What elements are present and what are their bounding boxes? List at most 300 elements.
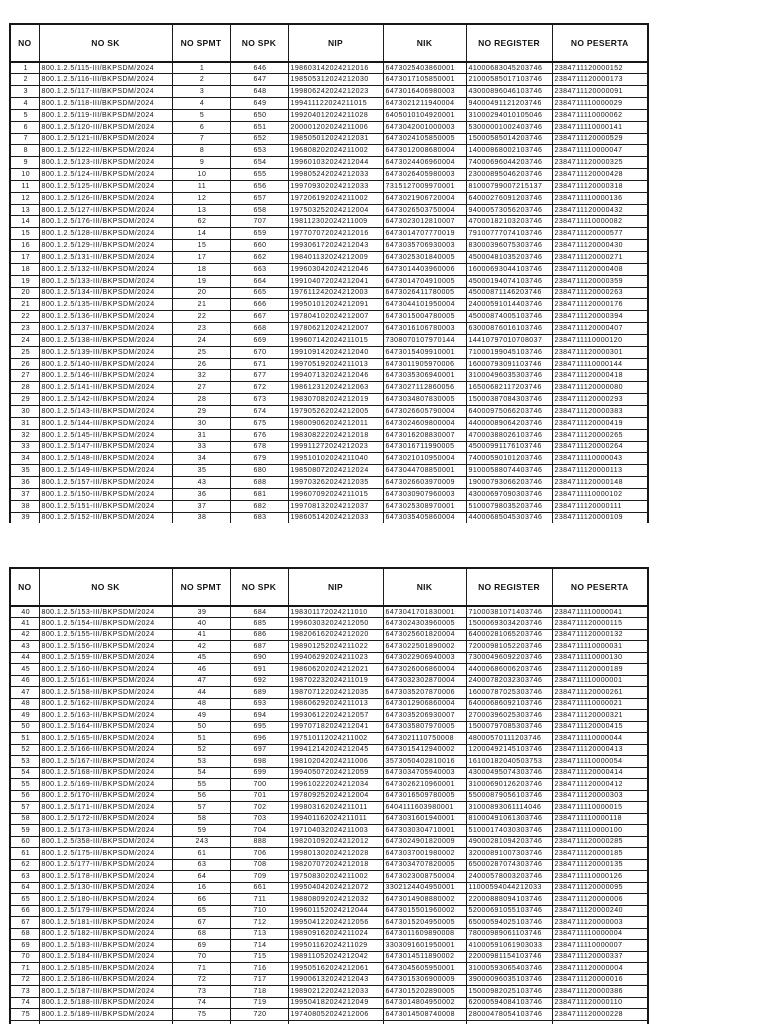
- cell-no-register: 78000989061103746: [466, 928, 552, 940]
- cell-nip: 198112302024211009: [288, 216, 383, 228]
- cell-no-spk: 689: [230, 687, 288, 699]
- cell-no-spk: 662: [230, 252, 288, 264]
- cell-no-register: 49000281094203746: [466, 836, 552, 848]
- cell-no-register: 45000991176103746: [466, 441, 552, 453]
- cell-no-register: 24000591014403746: [466, 299, 552, 311]
- cell-no-spk: 667: [230, 311, 288, 323]
- cell-nik: 6473015204950005: [383, 917, 466, 929]
- cell-no-spmt: 12: [172, 192, 230, 204]
- cell-no-peserta: 2384711110000029: [552, 98, 648, 110]
- table-row: [10, 145, 648, 157]
- cell-no-peserta: 2384711120000148: [552, 477, 648, 489]
- cell-nip: 199705192024211013: [288, 358, 383, 370]
- cell-no: 35: [10, 465, 39, 477]
- cell-nip: 199601152024212044: [288, 905, 383, 917]
- cell-no-spmt: 72: [172, 974, 230, 986]
- cell-nik: 6473024303960005: [383, 618, 466, 630]
- table-row: [10, 86, 648, 98]
- cell-no-spk: 649: [230, 98, 288, 110]
- cell-nik: 6473037001980002: [383, 848, 466, 860]
- cell-no-spmt: 20: [172, 287, 230, 299]
- table-row: [10, 882, 648, 894]
- table-row: [10, 109, 648, 121]
- cell-no-spmt: 66: [172, 894, 230, 906]
- cell-no-register: 24000782032303746: [466, 675, 552, 687]
- cell-no: 75: [10, 1009, 39, 1021]
- cell-no-sk: 800.1.2.5/129-III/BKPSDM/2024: [39, 240, 172, 252]
- cell-no-sk: 800.1.2.5/173-III/BKPSDM/2024: [39, 825, 172, 837]
- column-header-no-spmt: NO SPMT: [172, 568, 230, 606]
- table-row: [10, 382, 648, 394]
- cell-no-sk: 800.1.2.5/177-III/BKPSDM/2024: [39, 859, 172, 871]
- cell-no-register: 47000182103203746: [466, 216, 552, 228]
- cell-no-peserta: 2384711120000003: [552, 917, 648, 929]
- cell-nip: 199204012024211028: [288, 109, 383, 121]
- table-row: [10, 721, 648, 733]
- cell-no-register: 15000982025103746: [466, 986, 552, 998]
- table-row: [10, 894, 648, 906]
- cell-no-register: 47000388026103746: [466, 429, 552, 441]
- cell-no-peserta: 2384711120000301: [552, 346, 648, 358]
- cell-nip: 199401162024211011: [288, 813, 383, 825]
- cell-no-spk: 688: [230, 477, 288, 489]
- cell-no-spmt: 28: [172, 394, 230, 406]
- cell-nip: 197508302024211002: [288, 871, 383, 883]
- cell-empty: [10, 1020, 39, 1024]
- cell-no-peserta: 2384711120000303: [552, 790, 648, 802]
- cell-no-peserta: 2384711120000321: [552, 710, 648, 722]
- cell-no-spk: 665: [230, 287, 288, 299]
- cell-no-sk: 800.1.2.5/189-III/BKPSDM/2024: [39, 1009, 172, 1021]
- column-header-nik: NIK: [383, 24, 466, 62]
- cell-no-register: 15000797085303746: [466, 721, 552, 733]
- cell-nip: 197510112024211002: [288, 733, 383, 745]
- cell-nip: 199406292024211023: [288, 652, 383, 664]
- cell-no-register: 43000495074303746: [466, 767, 552, 779]
- cell-no: 68: [10, 928, 39, 940]
- cell-no-sk: 800.1.2.5/118-III/BKPSDM/2024: [39, 98, 172, 110]
- cell-nik: 6473021110750008: [383, 733, 466, 745]
- cell-no-peserta: 2384711120000415: [552, 721, 648, 733]
- cell-no-peserta: 2384711110000141: [552, 121, 648, 133]
- cell-no-register: 79100777074103746: [466, 228, 552, 240]
- cell-no-register: 27000396025303746: [466, 710, 552, 722]
- table-row: [10, 974, 648, 986]
- cell-no-peserta: 2384711120000359: [552, 275, 648, 287]
- cell-nik: 6473014704910005: [383, 275, 466, 287]
- cell-nip: 198207072024212018: [288, 859, 383, 871]
- cell-nik: 6473044708850001: [383, 465, 466, 477]
- cell-no: 60: [10, 836, 39, 848]
- cell-no-sk: 800.1.2.5/183-III/BKPSDM/2024: [39, 940, 172, 952]
- cell-no-spk: 701: [230, 790, 288, 802]
- cell-no-sk: 800.1.2.5/170-III/BKPSDM/2024: [39, 790, 172, 802]
- cell-no-sk: 800.1.2.5/182-III/BKPSDM/2024: [39, 928, 172, 940]
- cell-no: 58: [10, 813, 39, 825]
- cell-no-peserta: 2384711120000529: [552, 133, 648, 145]
- cell-no-sk: 800.1.2.5/171-III/BKPSDM/2024: [39, 802, 172, 814]
- cell-nik: 6473026603970009: [383, 477, 466, 489]
- cell-nik: 6473034705940003: [383, 767, 466, 779]
- cell-no-register: 24000578003203746: [466, 871, 552, 883]
- cell-no-spmt: 13: [172, 204, 230, 216]
- cell-no-spmt: 55: [172, 779, 230, 791]
- cell-no-spmt: 50: [172, 721, 230, 733]
- cell-no-spmt: 9: [172, 157, 230, 169]
- cell-no: 32: [10, 429, 39, 441]
- column-header-no-spmt: NO SPMT: [172, 24, 230, 62]
- cell-no-sk: 800.1.2.5/150-III/BKPSDM/2024: [39, 488, 172, 500]
- cell-no: 13: [10, 204, 39, 216]
- cell-nip: 199803162024211011: [288, 802, 383, 814]
- cell-nik: 6473015306900009: [383, 974, 466, 986]
- cell-nik: 6473015409910001: [383, 346, 466, 358]
- cell-no-peserta: 2384711120000240: [552, 905, 648, 917]
- cell-no-register: 31000690126203746: [466, 779, 552, 791]
- cell-no-register: 44000089064203746: [466, 417, 552, 429]
- cell-no-spmt: 42: [172, 641, 230, 653]
- table-row: [10, 802, 648, 814]
- cell-no-spmt: 25: [172, 346, 230, 358]
- cell-nik: 6473016106780003: [383, 323, 466, 335]
- cell-nip: 199708132024212037: [288, 500, 383, 512]
- cell-nik: 6473017105850001: [383, 74, 466, 86]
- cell-no: 43: [10, 641, 39, 653]
- cell-no-peserta: 2384711110000004: [552, 928, 648, 940]
- cell-no: 45: [10, 664, 39, 676]
- cell-no-register: 31000893061114046: [466, 802, 552, 814]
- cell-no-peserta: 2384711110000001: [552, 675, 648, 687]
- cell-no-spmt: 68: [172, 928, 230, 940]
- cell-no-sk: 800.1.2.5/145-III/BKPSDM/2024: [39, 429, 172, 441]
- cell-no-spk: 651: [230, 121, 288, 133]
- cell-nik: 7315127009970001: [383, 180, 466, 192]
- cell-no-sk: 800.1.2.5/132-III/BKPSDM/2024: [39, 263, 172, 275]
- cell-no: 12: [10, 192, 39, 204]
- cell-nik: 6473026006860004: [383, 664, 466, 676]
- cell-no: 11: [10, 180, 39, 192]
- table-row: [10, 405, 648, 417]
- cell-no-spk: 687: [230, 641, 288, 653]
- cell-no-register: 41000591061903033: [466, 940, 552, 952]
- cell-no-spmt: 31: [172, 429, 230, 441]
- column-header-no-register: NO REGISTER: [466, 24, 552, 62]
- cell-no-register: 52000691055103746: [466, 905, 552, 917]
- cell-no-peserta: 2384711120000430: [552, 240, 648, 252]
- cell-no: 25: [10, 346, 39, 358]
- cell-no-peserta: 2384711110000015: [552, 802, 648, 814]
- cell-nik: 6473025403860001: [383, 62, 466, 74]
- cell-no: 33: [10, 441, 39, 453]
- cell-no-spmt: 26: [172, 358, 230, 370]
- cell-no-spmt: 5: [172, 109, 230, 121]
- table-row: [10, 192, 648, 204]
- cell-no: 65: [10, 894, 39, 906]
- cell-no-peserta: 2384711120000386: [552, 986, 648, 998]
- cell-no-register: 23000895046203746: [466, 169, 552, 181]
- cell-no: 3: [10, 86, 39, 98]
- cell-no-peserta: 2384711110000100: [552, 825, 648, 837]
- cell-no: 36: [10, 477, 39, 489]
- partial-clipped-row: [10, 1020, 648, 1024]
- table-row: [10, 664, 648, 676]
- table-row: [10, 204, 648, 216]
- cell-no-register: 45000194074103746: [466, 275, 552, 287]
- cell-no-peserta: 2384711120000293: [552, 394, 648, 406]
- cell-no-sk: 800.1.2.5/163-III/BKPSDM/2024: [39, 710, 172, 722]
- cell-no-register: 39000096035103746: [466, 974, 552, 986]
- cell-no-spmt: 74: [172, 997, 230, 1009]
- cell-no-sk: 800.1.2.5/116-III/BKPSDM/2024: [39, 74, 172, 86]
- cell-nik: 6473031601940001: [383, 813, 466, 825]
- cell-nip: 199109142024212040: [288, 346, 383, 358]
- cell-nik: 6473016711990005: [383, 441, 466, 453]
- cell-no-spk: 888: [230, 836, 288, 848]
- cell-no-peserta: 2384711120000132: [552, 629, 648, 641]
- cell-no-sk: 800.1.2.5/124-III/BKPSDM/2024: [39, 169, 172, 181]
- cell-nip: 198808092024212032: [288, 894, 383, 906]
- cell-no: 7: [10, 133, 39, 145]
- table-row: [10, 905, 648, 917]
- table-row: [10, 767, 648, 779]
- column-header-no-spk: NO SPK: [230, 568, 288, 606]
- cell-no-register: 44000686006203746: [466, 664, 552, 676]
- cell-no: 30: [10, 405, 39, 417]
- table-row: [10, 477, 648, 489]
- cell-no-spmt: 8: [172, 145, 230, 157]
- cell-no: 1: [10, 62, 39, 74]
- cell-nip: 199006132024212043: [288, 974, 383, 986]
- cell-no-spmt: 37: [172, 500, 230, 512]
- cell-no-register: 19000793066203746: [466, 477, 552, 489]
- table-row: [10, 169, 648, 181]
- cell-no-register: 22000888094103746: [466, 894, 552, 906]
- cell-nip: 198606202024212021: [288, 664, 383, 676]
- cell-empty: [383, 1020, 466, 1024]
- cell-no-register: 44000685045303746: [466, 512, 552, 523]
- cell-no-sk: 800.1.2.5/143-III/BKPSDM/2024: [39, 405, 172, 417]
- cell-no-spmt: 64: [172, 871, 230, 883]
- cell-no-spk: 681: [230, 488, 288, 500]
- cell-nip: 198707122024212035: [288, 687, 383, 699]
- cell-no-sk: 800.1.2.5/165-III/BKPSDM/2024: [39, 733, 172, 745]
- cell-no-spmt: 35: [172, 465, 230, 477]
- cell-no: 29: [10, 394, 39, 406]
- cell-no-sk: 800.1.2.5/158-III/BKPSDM/2024: [39, 687, 172, 699]
- cell-no-spk: 646: [230, 62, 288, 74]
- cell-no-sk: 800.1.2.5/135-III/BKPSDM/2024: [39, 299, 172, 311]
- cell-no-register: 94000573056203746: [466, 204, 552, 216]
- cell-nik: 6473016406980003: [383, 86, 466, 98]
- cell-no-sk: 800.1.2.5/162-III/BKPSDM/2024: [39, 698, 172, 710]
- cell-no-spmt: 73: [172, 986, 230, 998]
- cell-nip: 199703262024212035: [288, 477, 383, 489]
- cell-no: 4: [10, 98, 39, 110]
- cell-no-peserta: 2384711120000413: [552, 744, 648, 756]
- cell-no-sk: 800.1.2.5/186-III/BKPSDM/2024: [39, 974, 172, 986]
- cell-nip: 197206192024211002: [288, 192, 383, 204]
- cell-no: 16: [10, 240, 39, 252]
- table-row: [10, 441, 648, 453]
- cell-no-register: 45000871146203746: [466, 287, 552, 299]
- cell-no-peserta: 2384711120000173: [552, 74, 648, 86]
- cell-no: 48: [10, 698, 39, 710]
- cell-no-spmt: 48: [172, 698, 230, 710]
- cell-nik: 6473026405980003: [383, 169, 466, 181]
- cell-no: 50: [10, 721, 39, 733]
- cell-nip: 197104032024211003: [288, 825, 383, 837]
- table-row: [10, 228, 648, 240]
- cell-nik: 6473025601820004: [383, 629, 466, 641]
- spk-register-table-2: [9, 567, 649, 1024]
- cell-no-register: 11000594044212033: [466, 882, 552, 894]
- cell-no-spmt: 14: [172, 228, 230, 240]
- cell-no: 54: [10, 767, 39, 779]
- cell-nip: 199501162024211029: [288, 940, 383, 952]
- cell-no: 39: [10, 512, 39, 523]
- table-row: [10, 917, 648, 929]
- cell-nik: 6473035207870006: [383, 687, 466, 699]
- cell-no-spk: 684: [230, 606, 288, 618]
- cell-no-sk: 800.1.2.5/130-III/BKPSDM/2024: [39, 882, 172, 894]
- cell-no-register: 73000496092203746: [466, 652, 552, 664]
- cell-no-spk: 661: [230, 882, 288, 894]
- table-row: [10, 157, 648, 169]
- column-header-nip: NIP: [288, 568, 383, 606]
- cell-nik: 6473016509780005: [383, 790, 466, 802]
- cell-no-spk: 682: [230, 500, 288, 512]
- cell-no-peserta: 2384711120000109: [552, 512, 648, 523]
- cell-nik: 6473011609890008: [383, 928, 466, 940]
- cell-no: 49: [10, 710, 39, 722]
- cell-no-sk: 800.1.2.5/115-III/BKPSDM/2024: [39, 62, 172, 74]
- cell-no-spmt: 22: [172, 311, 230, 323]
- cell-no: 67: [10, 917, 39, 929]
- cell-no-spk: 693: [230, 698, 288, 710]
- cell-nik: 6473044101950004: [383, 299, 466, 311]
- table-row: [10, 779, 648, 791]
- cell-no-peserta: 2384711120000264: [552, 441, 648, 453]
- cell-no-spmt: 39: [172, 606, 230, 618]
- cell-no: 61: [10, 848, 39, 860]
- cell-no-sk: 800.1.2.5/123-III/BKPSDM/2024: [39, 157, 172, 169]
- cell-no: 62: [10, 859, 39, 871]
- cell-no-spmt: 40: [172, 618, 230, 630]
- cell-nip: 199709302024212033: [288, 180, 383, 192]
- cell-no-register: 15000693034203746: [466, 618, 552, 630]
- cell-nik: 6473030304710001: [383, 825, 466, 837]
- cell-no-register: 31000294010105046: [466, 109, 552, 121]
- cell-no-spk: 655: [230, 169, 288, 181]
- cell-nip: 199501012024212091: [288, 299, 383, 311]
- cell-no-spk: 702: [230, 802, 288, 814]
- column-header-no-spk: NO SPK: [230, 24, 288, 62]
- cell-nik: 6473024901820009: [383, 836, 466, 848]
- cell-nik: 6473014707770019: [383, 228, 466, 240]
- cell-no-sk: 800.1.2.5/159-III/BKPSDM/2024: [39, 652, 172, 664]
- cell-nip: 198605142024212033: [288, 512, 383, 523]
- column-header-nip: NIP: [288, 24, 383, 62]
- cell-no-sk: 800.1.2.5/156-III/BKPSDM/2024: [39, 641, 172, 653]
- cell-no-spmt: 51: [172, 733, 230, 745]
- cell-no: 51: [10, 733, 39, 745]
- cell-no-register: 21000585017103746: [466, 74, 552, 86]
- table-row: [10, 299, 648, 311]
- cell-no: 5: [10, 109, 39, 121]
- table-2-container: [9, 567, 649, 1024]
- cell-no: 73: [10, 986, 39, 998]
- cell-no-register: 83000396075303746: [466, 240, 552, 252]
- cell-nip: 198603142024212016: [288, 62, 383, 74]
- table-row: [10, 429, 648, 441]
- cell-no-register: 16100182040503753: [466, 756, 552, 768]
- cell-no-peserta: 2384711120000337: [552, 951, 648, 963]
- cell-nip: 199407132024212046: [288, 370, 383, 382]
- cell-no-sk: 800.1.2.5/175-III/BKPSDM/2024: [39, 848, 172, 860]
- cell-no-sk: 800.1.2.5/169-III/BKPSDM/2024: [39, 779, 172, 791]
- cell-no-register: 62000594084103746: [466, 997, 552, 1009]
- cell-no-peserta: 2384711110000144: [552, 358, 648, 370]
- cell-no-spk: 674: [230, 405, 288, 417]
- cell-no-peserta: 2384711120000006: [552, 894, 648, 906]
- table-row: [10, 334, 648, 346]
- cell-no-sk: 800.1.2.5/138-III/BKPSDM/2024: [39, 334, 172, 346]
- cell-no-peserta: 2384711110000047: [552, 145, 648, 157]
- table-row: [10, 465, 648, 477]
- cell-nik: 6473012008680004: [383, 145, 466, 157]
- cell-no-spmt: 3: [172, 86, 230, 98]
- cell-no-register: 51000798035203746: [466, 500, 552, 512]
- cell-nik: 6473024609800004: [383, 417, 466, 429]
- cell-nik: 6405010104920001: [383, 109, 466, 121]
- cell-no-register: 81000799007215137: [466, 180, 552, 192]
- cell-no-spk: 670: [230, 346, 288, 358]
- cell-no-peserta: 2384711120000318: [552, 180, 648, 192]
- cell-nip: 199610222024212034: [288, 779, 383, 791]
- cell-no-peserta: 2384711120000577: [552, 228, 648, 240]
- cell-nik: 6473014908880002: [383, 894, 466, 906]
- cell-no-peserta: 2384711120000135: [552, 859, 648, 871]
- cell-no-sk: 800.1.2.5/153-III/BKPSDM/2024: [39, 606, 172, 618]
- cell-nik: 6473041701830001: [383, 606, 466, 618]
- cell-no-spmt: 62: [172, 216, 230, 228]
- cell-no-spk: 676: [230, 429, 288, 441]
- cell-no-peserta: 2384711120000412: [552, 779, 648, 791]
- cell-nip: 199601032024212044: [288, 157, 383, 169]
- cell-no-spk: 694: [230, 710, 288, 722]
- cell-no-sk: 800.1.2.5/137-III/BKPSDM/2024: [39, 323, 172, 335]
- cell-nip: 198505012024212031: [288, 133, 383, 145]
- table-row: [10, 180, 648, 192]
- cell-no-register: 16000793091103746: [466, 358, 552, 370]
- cell-no: 71: [10, 963, 39, 975]
- cell-nip: 198505312024212030: [288, 74, 383, 86]
- table-row: [10, 629, 648, 641]
- table-row: [10, 500, 648, 512]
- cell-no-register: 12000492145103746: [466, 744, 552, 756]
- cell-no-peserta: 2384711120000016: [552, 974, 648, 986]
- cell-no-sk: 800.1.2.5/142-III/BKPSDM/2024: [39, 394, 172, 406]
- cell-nip: 197611242024212003: [288, 287, 383, 299]
- table-row: [10, 710, 648, 722]
- cell-no-sk: 800.1.2.5/148-III/BKPSDM/2024: [39, 453, 172, 465]
- cell-nik: 6473021906720004: [383, 192, 466, 204]
- cell-no-peserta: 2384711110000082: [552, 216, 648, 228]
- cell-no-spmt: 44: [172, 687, 230, 699]
- cell-no-peserta: 2384711110000043: [552, 453, 648, 465]
- cell-no: 74: [10, 997, 39, 1009]
- cell-no-spk: 716: [230, 963, 288, 975]
